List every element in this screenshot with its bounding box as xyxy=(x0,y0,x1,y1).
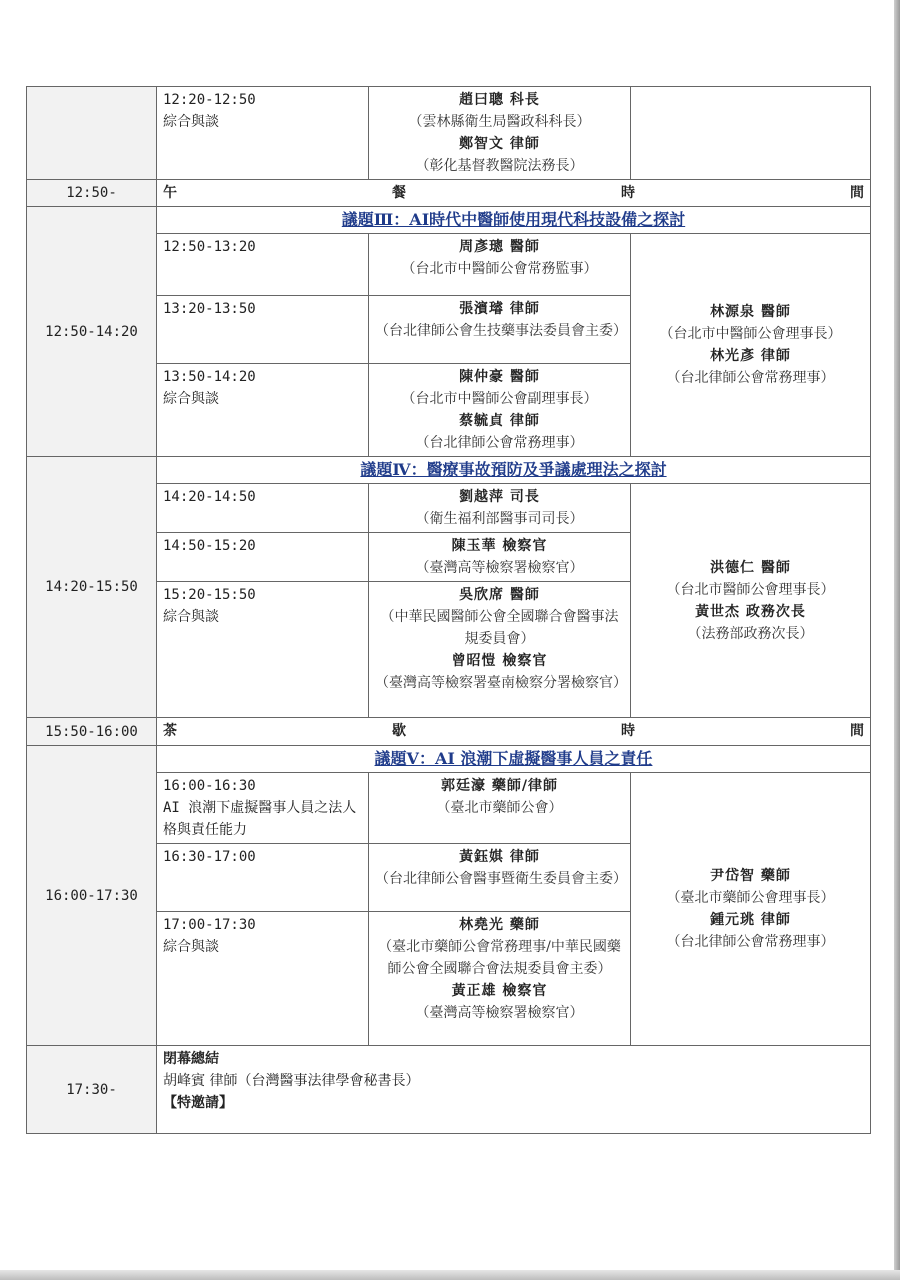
speaker-role: （台北律師公會常務理事） xyxy=(415,435,584,451)
speaker-cell xyxy=(369,364,631,457)
speaker-role: （臺北市藥師公會） xyxy=(436,800,563,816)
speaker-name: 趙曰聰 科長 xyxy=(459,92,540,108)
session-time: 12:20-12:50 xyxy=(163,92,256,108)
moderator-name: 黃世杰 政務次長 xyxy=(695,603,806,620)
speaker-cell xyxy=(369,912,631,1046)
session-cell xyxy=(157,912,369,1046)
closing-speaker: 胡峰賓 律師（台灣醫事法律學會秘書長） xyxy=(163,1073,420,1089)
moderator-role: （台北律師公會常務理事） xyxy=(666,934,835,950)
session-title: 綜合與談 xyxy=(163,939,219,955)
session-title: 綜合與談 xyxy=(163,391,219,407)
speaker-role: （臺灣高等檢察署檢察官） xyxy=(415,560,584,576)
speaker-cell xyxy=(369,484,631,533)
break-char: 午 xyxy=(163,185,177,201)
session-cell xyxy=(157,364,369,457)
session-cell xyxy=(157,484,369,533)
agenda-table xyxy=(26,86,871,1134)
break-char: 餐 xyxy=(392,185,406,201)
session-time: 13:20-13:50 xyxy=(163,301,256,317)
speaker-name: 張濱璿 律師 xyxy=(459,301,540,317)
speaker-cell xyxy=(369,234,631,296)
moderator-role: （臺北市藥師公會理事長） xyxy=(666,890,835,906)
speaker-role: （彰化基督教醫院法務長） xyxy=(415,158,584,174)
speaker-name: 蔡毓貞 律師 xyxy=(459,413,540,429)
break-char: 歇 xyxy=(392,723,406,739)
speaker-name: 吳欣席 醫師 xyxy=(459,587,540,603)
speaker-role: （台北律師公會醫事暨衛生委員會主委） xyxy=(375,871,627,887)
moderator-role: （台北市醫師公會理事長） xyxy=(666,581,835,598)
speaker-name: 曾昭愷 檢察官 xyxy=(451,653,548,669)
speaker-name: 黃正雄 檢察官 xyxy=(451,983,548,999)
moderator-role: （台北律師公會常務理事） xyxy=(666,370,835,386)
moderator-cell xyxy=(631,234,871,457)
moderator-cell xyxy=(631,87,871,180)
moderator-name: 洪德仁 醫師 xyxy=(710,559,791,576)
topic-title-text: 議題Ⅲ：AI時代中醫師使用現代科技設備之探討 xyxy=(341,210,686,229)
speaker-cell xyxy=(369,582,631,718)
time-cell: 17:30- xyxy=(27,1046,157,1134)
break-char: 間 xyxy=(850,185,864,201)
break-char: 時 xyxy=(621,723,635,739)
speaker-cell xyxy=(369,773,631,844)
speaker-cell xyxy=(369,87,631,180)
speaker-name: 林堯光 藥師 xyxy=(459,917,540,933)
session-time: 15:20-15:50 xyxy=(163,587,256,603)
time-cell: 12:50- xyxy=(27,180,157,207)
break-char: 茶 xyxy=(163,723,177,739)
moderator-cell xyxy=(631,484,871,718)
moderator-name: 尹岱智 藥師 xyxy=(710,868,791,884)
topic-row xyxy=(27,746,871,773)
moderator-cell xyxy=(631,773,871,1046)
speaker-role: （雲林縣衛生局醫政科科長） xyxy=(408,114,591,130)
moderator-name: 鍾元珧 律師 xyxy=(710,912,791,928)
closing-title: 閉幕總結 xyxy=(163,1051,219,1067)
time-cell: 16:00-17:30 xyxy=(27,746,157,1046)
session-cell xyxy=(157,533,369,582)
topic-title xyxy=(157,457,871,484)
topic-row xyxy=(27,457,871,484)
speaker-role: （台北律師公會生技藥事法委員會主委） xyxy=(375,323,627,339)
topic-row xyxy=(27,207,871,234)
speaker-role: （臺灣高等檢察署檢察官） xyxy=(415,1005,584,1021)
session-time: 13:50-14:20 xyxy=(163,369,256,385)
tea-break xyxy=(157,718,871,746)
moderator-name: 林光彥 律師 xyxy=(710,348,791,364)
break-char: 時 xyxy=(621,185,635,201)
moderator-name: 林源泉 醫師 xyxy=(710,304,791,320)
closing-cell xyxy=(157,1046,871,1134)
speaker-name: 郭廷濠 藥師/律師 xyxy=(441,778,558,794)
speaker-name: 鄭智文 律師 xyxy=(459,136,540,152)
tea-row xyxy=(27,718,871,746)
speaker-role: （臺北市藥師公會常務理事/中華民國藥師公會全國聯合會法規委員會主委） xyxy=(378,939,621,977)
session-title: 綜合與談 xyxy=(163,114,219,130)
session-cell xyxy=(157,234,369,296)
time-cell: 12:50-14:20 xyxy=(27,207,157,457)
time-cell: 15:50-16:00 xyxy=(27,718,157,746)
topic-title-text: 議題Ⅳ：醫療事故預防及爭議處理法之探討 xyxy=(360,460,667,479)
table-row xyxy=(27,87,871,180)
speaker-cell xyxy=(369,296,631,364)
session-time: 16:00-16:30 xyxy=(163,778,256,794)
speaker-role: （台北市中醫師公會副理事長） xyxy=(401,391,598,407)
topic-title-text: 議題Ⅴ：AI 浪潮下虛擬醫事人員之責任 xyxy=(374,749,653,768)
session-time: 16:30-17:00 xyxy=(163,849,256,865)
session-title: AI 浪潮下虛擬醫事人員之法人格與責任能力 xyxy=(163,800,357,838)
page-bottom-shadow xyxy=(0,1270,900,1280)
lunch-row xyxy=(27,180,871,207)
moderator-role: （法務部政務次長） xyxy=(687,625,814,642)
page-edge-shadow xyxy=(894,0,900,1280)
speaker-role: （衛生福利部醫事司司長） xyxy=(415,511,584,527)
speaker-cell xyxy=(369,844,631,912)
session-time: 17:00-17:30 xyxy=(163,917,256,933)
invited-label: 【特邀請】 xyxy=(163,1095,233,1111)
session-time: 12:50-13:20 xyxy=(163,239,256,255)
speaker-role: （中華民國醫師公會全國聯合會醫事法規委員會） xyxy=(380,609,619,647)
lunch-break xyxy=(157,180,871,207)
speaker-role: （臺灣高等檢察署臺南檢察分署檢察官） xyxy=(375,675,627,691)
speaker-cell xyxy=(369,533,631,582)
speaker-role: （台北市中醫師公會常務監事） xyxy=(401,261,598,277)
session-cell xyxy=(157,87,369,180)
closing-row xyxy=(27,1046,871,1134)
speaker-name: 陳仲豪 醫師 xyxy=(459,369,540,385)
session-cell xyxy=(157,296,369,364)
session-title: 綜合與談 xyxy=(163,609,219,625)
topic-title xyxy=(157,207,871,234)
moderator-role: （台北市中醫師公會理事長） xyxy=(659,326,842,342)
time-cell xyxy=(27,87,157,180)
speaker-name: 黃鈺娸 律師 xyxy=(459,849,540,865)
speaker-name: 陳玉華 檢察官 xyxy=(451,538,548,554)
session-cell xyxy=(157,773,369,844)
session-cell xyxy=(157,582,369,718)
speaker-name: 劉越萍 司長 xyxy=(459,489,540,505)
session-cell xyxy=(157,844,369,912)
session-time: 14:20-14:50 xyxy=(163,489,256,505)
topic-title xyxy=(157,746,871,773)
break-char: 間 xyxy=(850,723,864,739)
session-time: 14:50-15:20 xyxy=(163,538,256,554)
time-cell: 14:20-15:50 xyxy=(27,457,157,718)
speaker-name: 周彥璁 醫師 xyxy=(459,239,540,255)
